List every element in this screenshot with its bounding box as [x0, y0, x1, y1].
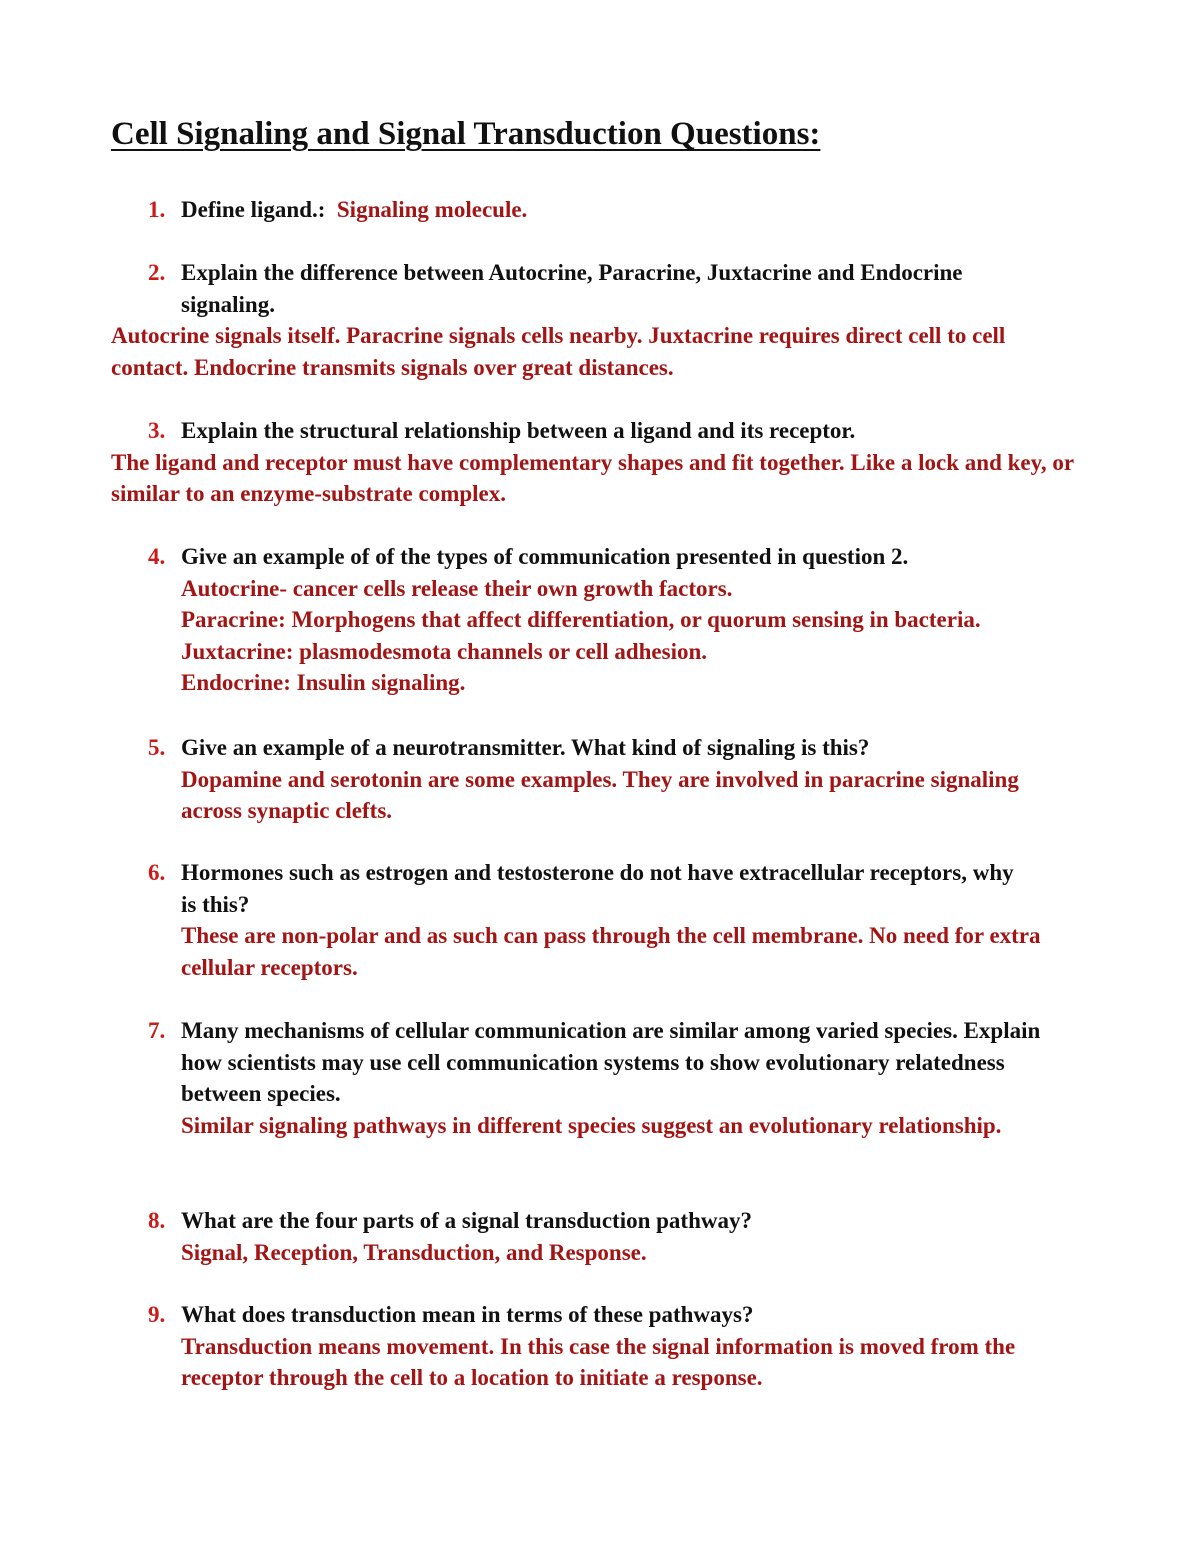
question-5 [111, 732, 1091, 827]
answer-endocrine: Endocrine: Insulin signaling. [181, 670, 466, 695]
question-text: Define ligand.: [181, 197, 326, 222]
answer-text: Autocrine signals itself. Paracrine signals cells nearby. Juxtacrine requires direct cell to cell contact. Endocrine transmits signals over great distances. [111, 323, 1006, 380]
question-number: 7. [148, 1018, 166, 1043]
question-6 [111, 857, 1091, 983]
question-number: 4. [148, 544, 166, 569]
question-number: 2. [148, 260, 166, 285]
question-text: Hormones such as estrogen and testosterone do not have extracellular receptors, why is this? [181, 860, 1014, 917]
question-text: Explain the difference between Autocrine, Paracrine, Juxtacrine and Endocrine signaling. [181, 260, 963, 317]
answer-text: Dopamine and serotonin are some examples. They are involved in paracrine signaling across synaptic clefts. [181, 766, 1019, 823]
question-number: 1. [148, 197, 166, 222]
question-3 [111, 415, 1091, 510]
answer-autocrine: Autocrine- cancer cells release their own growth factors. [181, 575, 733, 601]
answer-paracrine: Paracrine: Morphogens that affect differentiation, or quorum sensing in bacteria. [181, 607, 981, 632]
question-text: What are the four parts of a signal transduction pathway? [181, 1208, 752, 1233]
question-text: Give an example of a neurotransmitter. What kind of signaling is this? [181, 735, 870, 760]
answer-text: Signal, Reception, Transduction, and Response. [181, 1239, 647, 1265]
question-9 [111, 1299, 1091, 1394]
question-1 [111, 194, 1091, 226]
answer-text: The ligand and receptor must have complementary shapes and fit together. Like a lock and key, or similar to an enzyme-substrate complex. [111, 449, 1074, 506]
question-number: 8. [148, 1208, 166, 1233]
answer-text: These are non-polar and as such can pass through the cell membrane. No need for extra cellular receptors. [181, 923, 1041, 980]
answer-text: Signaling molecule. [336, 197, 528, 222]
answer-juxtacrine: Juxtacrine: plasmodesmota channels or cell adhesion. [181, 638, 708, 664]
question-number: 3. [148, 418, 166, 443]
question-number: 9. [148, 1302, 166, 1327]
question-2 [111, 257, 1091, 383]
question-text: Explain the structural relationship between a ligand and its receptor. [181, 418, 856, 443]
question-number: 5. [148, 735, 166, 760]
question-text: Many mechanisms of cellular communication are similar among varied species. Explain how scientists may use cell communication systems to show evolutionary relatedness between species. [181, 1018, 1041, 1106]
answer-text: Transduction means movement. In this case the signal information is moved from the receptor through the cell to a location to initiate a response. [181, 1333, 1016, 1390]
question-number: 6. [148, 860, 166, 885]
page-title: Cell Signaling and Signal Transduction Questions: [111, 116, 821, 152]
question-text: What does transduction mean in terms of these pathways? [181, 1302, 754, 1327]
question-text: Give an example of of the types of communication presented in question 2. [181, 544, 909, 569]
question-8 [111, 1205, 1091, 1268]
question-7 [111, 1015, 1091, 1141]
answer-text: Similar signaling pathways in different species suggest an evolutionary relationship. [181, 1112, 1002, 1138]
question-4 [111, 541, 1091, 699]
